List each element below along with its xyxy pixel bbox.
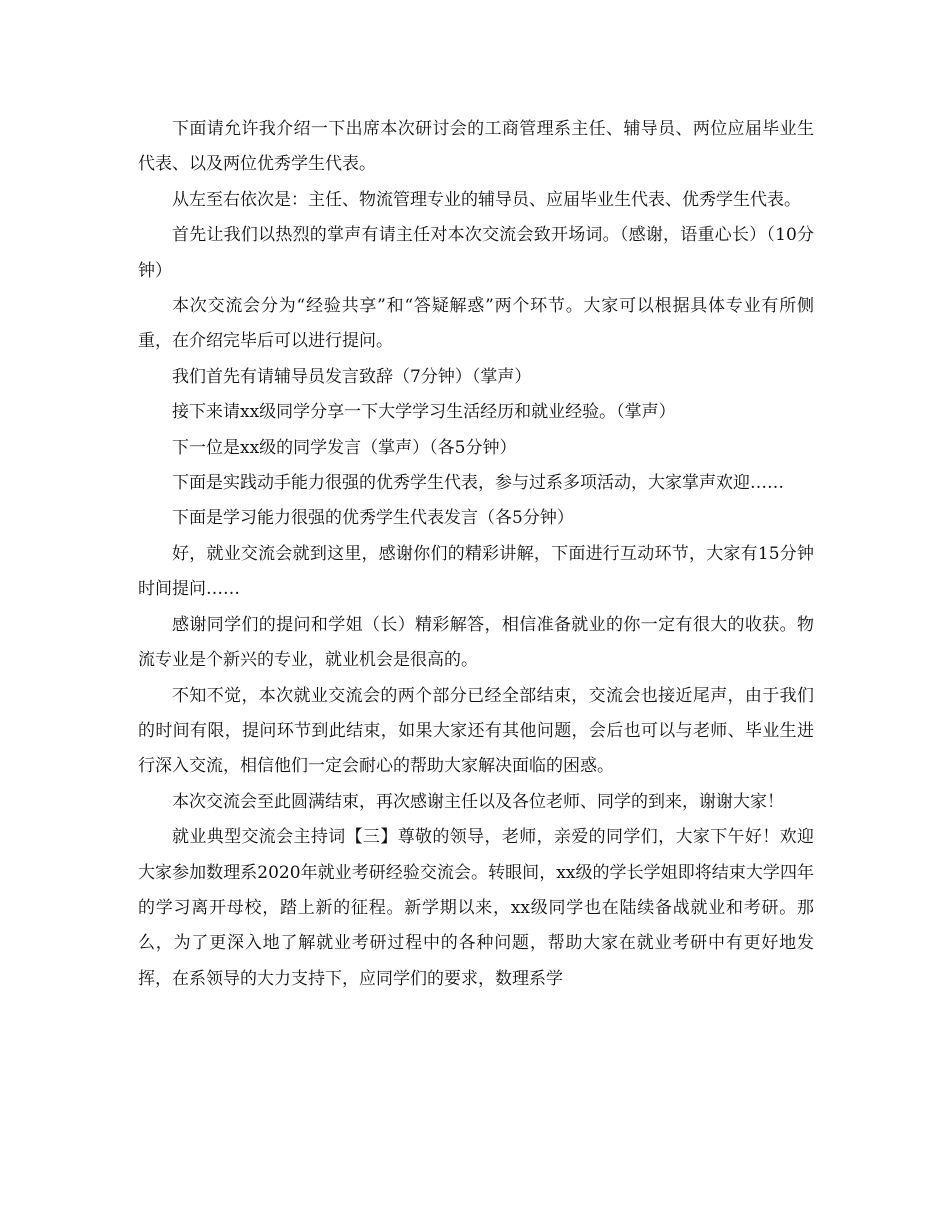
paragraph: 本次交流会至此圆满结束，再次感谢主任以及各位老师、同学的到来，谢谢大家！ [172, 791, 784, 812]
paragraph: 下一位是xx级的同学发言（掌声）（各5分钟） [172, 437, 517, 458]
paragraph: 从左至右依次是：主任、物流管理专业的辅导员、应届毕业生代表、优秀学生代表。 [172, 189, 801, 210]
paragraph: 本次交流会分为“经验共享”和“答疑解惑”两个环节。大家可以根据具体专业有所侧重，在介绍完毕后可以进行提问。 [138, 296, 814, 352]
paragraph: 下面请允许我介绍一下出席本次研讨会的工商管理系主任、辅导员、两位应届毕业生代表、以及两位优秀学生代表。 [138, 119, 814, 175]
paragraph: 下面是学习能力很强的优秀学生代表发言（各5分钟） [172, 508, 574, 529]
paragraph: 下面是实践动手能力很强的优秀学生代表，参与过系多项活动，大家掌声欢迎…… [172, 473, 784, 494]
paragraph: 我们首先有请辅导员发言致辞（7分钟）（掌声） [172, 366, 532, 387]
paragraph: 不知不觉，本次就业交流会的两个部分已经全部结束，交流会也接近尾声，由于我们的时间有限，提问环节到此结束，如果大家还有其他问题，会后也可以与老师、毕业生进行深入交流，相信他们一定会耐心的帮助大家解决面临的困惑。 [138, 685, 814, 777]
paragraph: 感谢同学们的提问和学姐（长）精彩解答，相信准备就业的你一定有很大的收获。物流专业是个新兴的专业，就业机会是很高的。 [138, 614, 814, 671]
document-page [138, 112, 814, 997]
paragraph: 就业典型交流会主持词【三】尊敬的领导，老师，亲爱的同学们，大家下午好！欢迎大家参加数理系2020年就业考研经验交流会。转眼间，xx级的学长学姐即将结束大学四年的学习离开母校，踏上新的征程。新学期以来，xx级同学也在陆续备战就业和考研。那么，为了更深入地了解就业考研过程中的各种问题，帮助大家在就业考研中有更好地发挥，在系领导的大力支持下，应同学们的要求，数理系学 [138, 827, 814, 989]
paragraph: 接下来请xx级同学分享一下大学学习生活经历和就业经验。（掌声） [172, 402, 676, 423]
paragraph: 首先让我们以热烈的掌声有请主任对本次交流会致开场词。（感谢，语重心长）（10分钟） [138, 225, 814, 281]
paragraph: 好，就业交流会就到这里，感谢你们的精彩讲解，下面进行互动环节，大家有15分钟时间提问…… [138, 543, 814, 600]
